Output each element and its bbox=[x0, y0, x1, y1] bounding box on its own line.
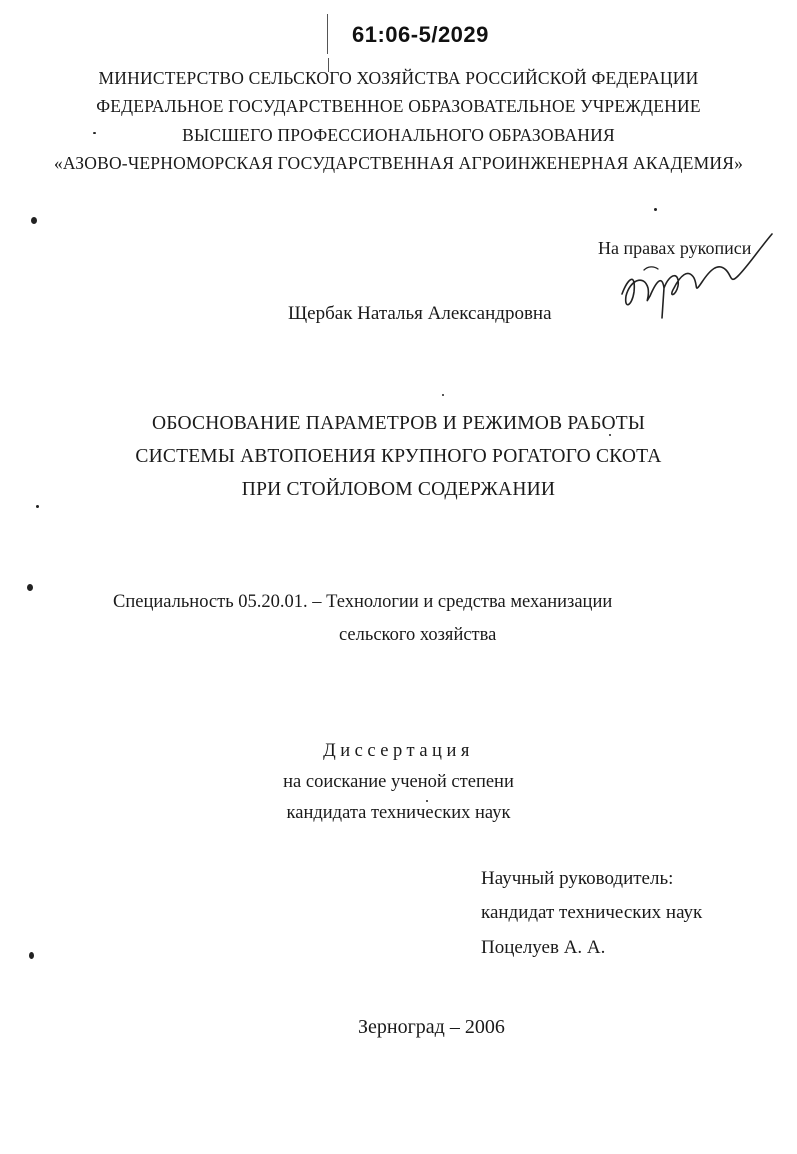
scan-speck bbox=[93, 132, 96, 134]
scan-speck bbox=[27, 584, 33, 591]
scan-speck bbox=[31, 217, 37, 224]
title-line-1: ОБОСНОВАНИЕ ПАРАМЕТРОВ И РЕЖИМОВ РАБОТЫ bbox=[151, 413, 646, 434]
institution-line-4: «АЗОВО-ЧЕРНОМОРСКАЯ ГОСУДАРСТВЕННАЯ АГРОИНЖЕНЕРНАЯ АКАДЕМИЯ» bbox=[53, 153, 744, 173]
institution-line-3: ВЫСШЕГО ПРОФЕССИОНАЛЬНОГО ОБРАЗОВАНИЯ bbox=[182, 125, 615, 145]
institution-line-2: ФЕДЕРАЛЬНОЕ ГОСУДАРСТВЕННОЕ ОБРАЗОВАТЕЛЬНОЕ УЧРЕЖДЕНИЕ bbox=[96, 96, 701, 116]
place-and-year: Зерноград – 2006 bbox=[358, 1016, 505, 1038]
scan-speck bbox=[654, 208, 657, 211]
supervisor-name: Поцелуев А. А. bbox=[481, 937, 606, 958]
dissertation-heading: Диссертация bbox=[323, 741, 474, 761]
specialty-line-1: Специальность 05.20.01. – Технологии и средства механизации bbox=[113, 592, 613, 612]
manuscript-rights: На правах рукописи bbox=[598, 238, 752, 258]
scan-speck bbox=[609, 434, 611, 436]
scan-speck bbox=[426, 800, 428, 802]
dissertation-degree-line-2: кандидата технических наук bbox=[286, 803, 511, 823]
call-number: 61:06-5/2029 bbox=[352, 22, 489, 47]
scan-speck bbox=[29, 952, 34, 959]
author-name: Щербак Наталья Александровна bbox=[288, 303, 552, 324]
scan-margin-line bbox=[327, 14, 328, 54]
supervisor-degree: кандидат технических наук bbox=[481, 902, 703, 923]
dissertation-degree-line-1: на соискание ученой степени bbox=[283, 772, 514, 792]
scan-speck bbox=[442, 394, 444, 396]
handwritten-signature bbox=[614, 222, 774, 322]
supervisor-label: Научный руководитель: bbox=[481, 868, 674, 889]
institution-line-1: МИНИСТЕРСТВО СЕЛЬСКОГО ХОЗЯЙСТВА РОССИЙСКОЙ ФЕДЕРАЦИИ bbox=[98, 68, 699, 88]
title-line-3: ПРИ СТОЙЛОВОМ СОДЕРЖАНИИ bbox=[241, 479, 556, 500]
title-line-2: СИСТЕМЫ АВТОПОЕНИЯ КРУПНОГО РОГАТОГО СКОТА bbox=[135, 446, 662, 467]
scan-speck bbox=[36, 505, 39, 508]
specialty-line-2: сельского хозяйства bbox=[339, 625, 497, 645]
